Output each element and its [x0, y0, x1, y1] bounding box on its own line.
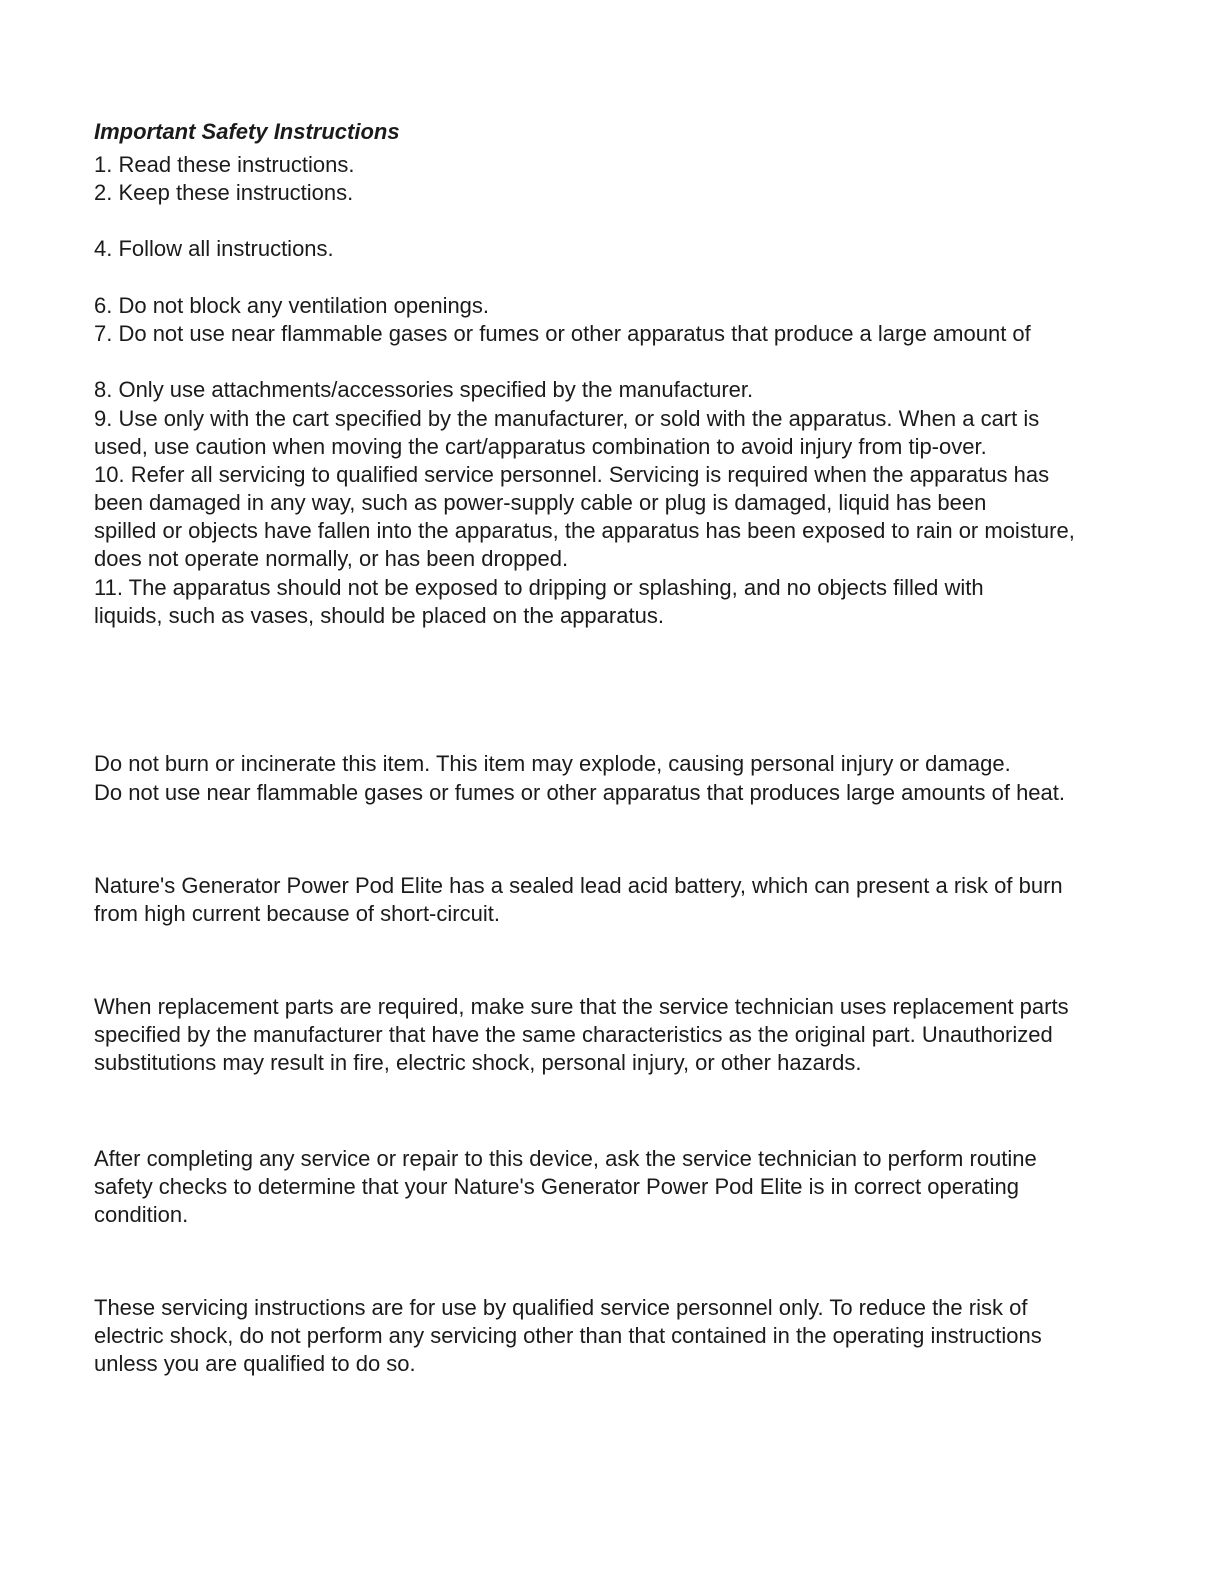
instruction-item-1: 1. Read these instructions.: [94, 152, 355, 177]
replacement-parts-line-1: When replacement parts are required, make sure that the service technician uses replacement parts: [94, 994, 1069, 1019]
servicing-notice-line-1: These servicing instructions are for use by qualified service personnel only. To reduce the risk of: [94, 1295, 1028, 1320]
instruction-item-7: 7. Do not use near flammable gases or fumes or other apparatus that produce a large amount of: [94, 321, 1031, 346]
battery-warning-line-1: Nature's Generator Power Pod Elite has a sealed lead acid battery, which can present a risk of burn: [94, 873, 1063, 898]
instruction-item-10-line-2: been damaged in any way, such as power-supply cable or plug is damaged, liquid has been: [94, 490, 987, 515]
safety-check-line-2: safety checks to determine that your Nature's Generator Power Pod Elite is in correct operating: [94, 1174, 1019, 1199]
servicing-notice-line-2: electric shock, do not perform any servicing other than that contained in the operating instructions: [94, 1323, 1042, 1348]
burn-warning-line-2: Do not use near flammable gases or fumes or other apparatus that produces large amounts of heat.: [94, 780, 1065, 805]
instruction-item-9-line-2: used, use caution when moving the cart/apparatus combination to avoid injury from tip-over.: [94, 434, 987, 459]
safety-check-line-3: condition.: [94, 1202, 189, 1227]
instruction-item-11-line-2: liquids, such as vases, should be placed on the apparatus.: [94, 603, 664, 628]
page-title: Important Safety Instructions: [94, 119, 400, 144]
instruction-item-11-line-1: 11. The apparatus should not be exposed to dripping or splashing, and no objects filled with: [94, 575, 984, 600]
instruction-item-2: 2. Keep these instructions.: [94, 180, 354, 205]
safety-check-line-1: After completing any service or repair to this device, ask the service technician to perform routine: [94, 1146, 1037, 1171]
replacement-parts-line-3: substitutions may result in fire, electric shock, personal injury, or other hazards.: [94, 1050, 862, 1075]
instruction-item-10-line-1: 10. Refer all servicing to qualified service personnel. Servicing is required when the apparatus has: [94, 462, 1050, 487]
burn-warning-line-1: Do not burn or incinerate this item. This item may explode, causing personal injury or damage.: [94, 751, 1011, 776]
battery-warning-line-2: from high current because of short-circuit.: [94, 901, 500, 926]
instruction-item-8: 8. Only use attachments/accessories specified by the manufacturer.: [94, 377, 754, 402]
instruction-item-10-line-3: spilled or objects have fallen into the apparatus, the apparatus has been exposed to rain or moisture,: [94, 518, 1075, 543]
instruction-item-4: 4. Follow all instructions.: [94, 236, 334, 261]
instruction-item-10-line-4: does not operate normally, or has been dropped.: [94, 546, 569, 571]
replacement-parts-line-2: specified by the manufacturer that have the same characteristics as the original part. Unauthorized: [94, 1022, 1053, 1047]
instruction-item-6: 6. Do not block any ventilation openings.: [94, 293, 490, 318]
servicing-notice-line-3: unless you are qualified to do so.: [94, 1351, 416, 1376]
instruction-item-9-line-1: 9. Use only with the cart specified by the manufacturer, or sold with the apparatus. When a cart is: [94, 406, 1040, 431]
